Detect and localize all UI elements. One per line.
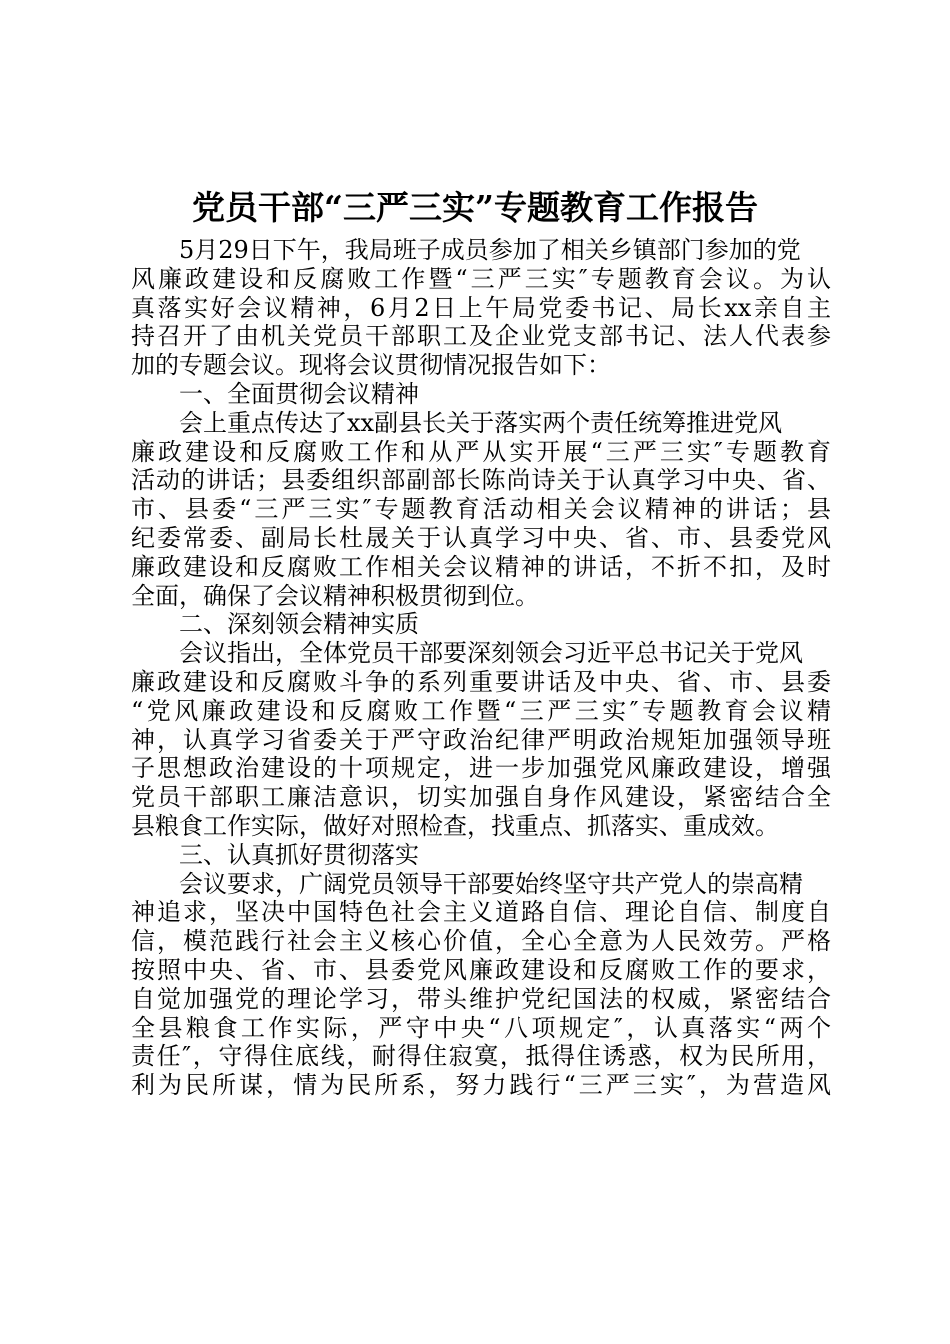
paragraph-line: 廉政建设和反腐败工作相关会议精神的讲话，不折不扣，及时 <box>131 552 831 581</box>
section-heading: 三、认真抓好贯彻落实 <box>179 840 419 869</box>
paragraph-line: “党风廉政建设和反腐败工作暨“三严三实″专题教育会议精 <box>131 696 831 725</box>
paragraph-line: 纪委常委、副局长杜晟关于认真学习中央、省、市、县委党风 <box>131 523 831 552</box>
paragraph-line: 神，认真学习省委关于严守政治纪律严明政治规矩加强领导班 <box>131 725 831 754</box>
paragraph-line: 风廉政建设和反腐败工作暨“三严三实″专题教育会议。为认 <box>131 264 831 293</box>
paragraph-line: 会议指出，全体党员干部要深刻领会习近平总书记关于党风 <box>179 639 803 668</box>
paragraph-line: 廉政建设和反腐败工作和从严从实开展“三严三实″专题教育 <box>131 437 831 466</box>
paragraph-line: 按照中央、省、市、县委党风廉政建设和反腐败工作的要求， <box>131 955 831 984</box>
paragraph-line: 5月29日下午，我局班子成员参加了相关乡镇部门参加的党 <box>179 236 801 264</box>
paragraph-line: 全县粮食工作实际，严守中央“八项规定″，认真落实“两个 <box>131 1013 831 1042</box>
paragraph-line: 利为民所谋，情为民所系，努力践行“三严三实″，为营造风 <box>131 1071 831 1100</box>
paragraph-line: 信，模范践行社会主义核心价值，全心全意为人民效劳。严格 <box>131 927 831 956</box>
paragraph-line: 县粮食工作实际，做好对照检查，找重点、抓落实、重成效。 <box>131 811 779 840</box>
section-heading: 一、全面贯彻会议精神 <box>179 379 419 408</box>
paragraph-line: 党员干部职工廉洁意识，切实加强自身作风建设，紧密结合全 <box>131 783 831 812</box>
paragraph-line: 神追求，坚决中国特色社会主义道路自信、理论自信、制度自 <box>131 898 831 927</box>
paragraph-line: 活动的讲话；县委组织部副部长陈尚诗关于认真学习中央、省、 <box>131 466 831 495</box>
section-heading: 二、深刻领会精神实质 <box>179 610 419 639</box>
paragraph-line: 真落实好会议精神，6月2日上午局党委书记、局长xx亲自主 <box>131 293 831 322</box>
paragraph-line: 市、县委“三严三实″专题教育活动相关会议精神的讲话；县 <box>131 495 831 524</box>
paragraph-line: 加的专题会议。现将会议贯彻情况报告如下： <box>131 351 611 380</box>
paragraph-line: 廉政建设和反腐败斗争的系列重要讲话及中央、省、市、县委 <box>131 667 831 696</box>
paragraph-line: 会议要求，广阔党员领导干部要始终坚守共产党人的崇高精 <box>179 869 803 898</box>
document-body <box>131 236 831 1100</box>
paragraph-line: 持召开了由机关党员干部职工及企业党支部书记、法人代表参 <box>131 322 831 351</box>
paragraph-line: 自觉加强党的理论学习，带头维护党纪国法的权威，紧密结合 <box>131 984 831 1013</box>
paragraph-line: 会上重点传达了xx副县长关于落实两个责任统筹推进党风 <box>179 408 783 437</box>
paragraph-line: 全面，确保了会议精神积极贯彻到位。 <box>131 581 539 610</box>
paragraph-line: 子思想政治建设的十项规定，进一步加强党风廉政建设，增强 <box>131 754 831 783</box>
document-title: 党员干部“三严三实”专题教育工作报告 <box>192 188 758 227</box>
paragraph-line: 责任″，守得住底线，耐得住寂寞，抵得住诱惑，权为民所用， <box>131 1042 831 1071</box>
